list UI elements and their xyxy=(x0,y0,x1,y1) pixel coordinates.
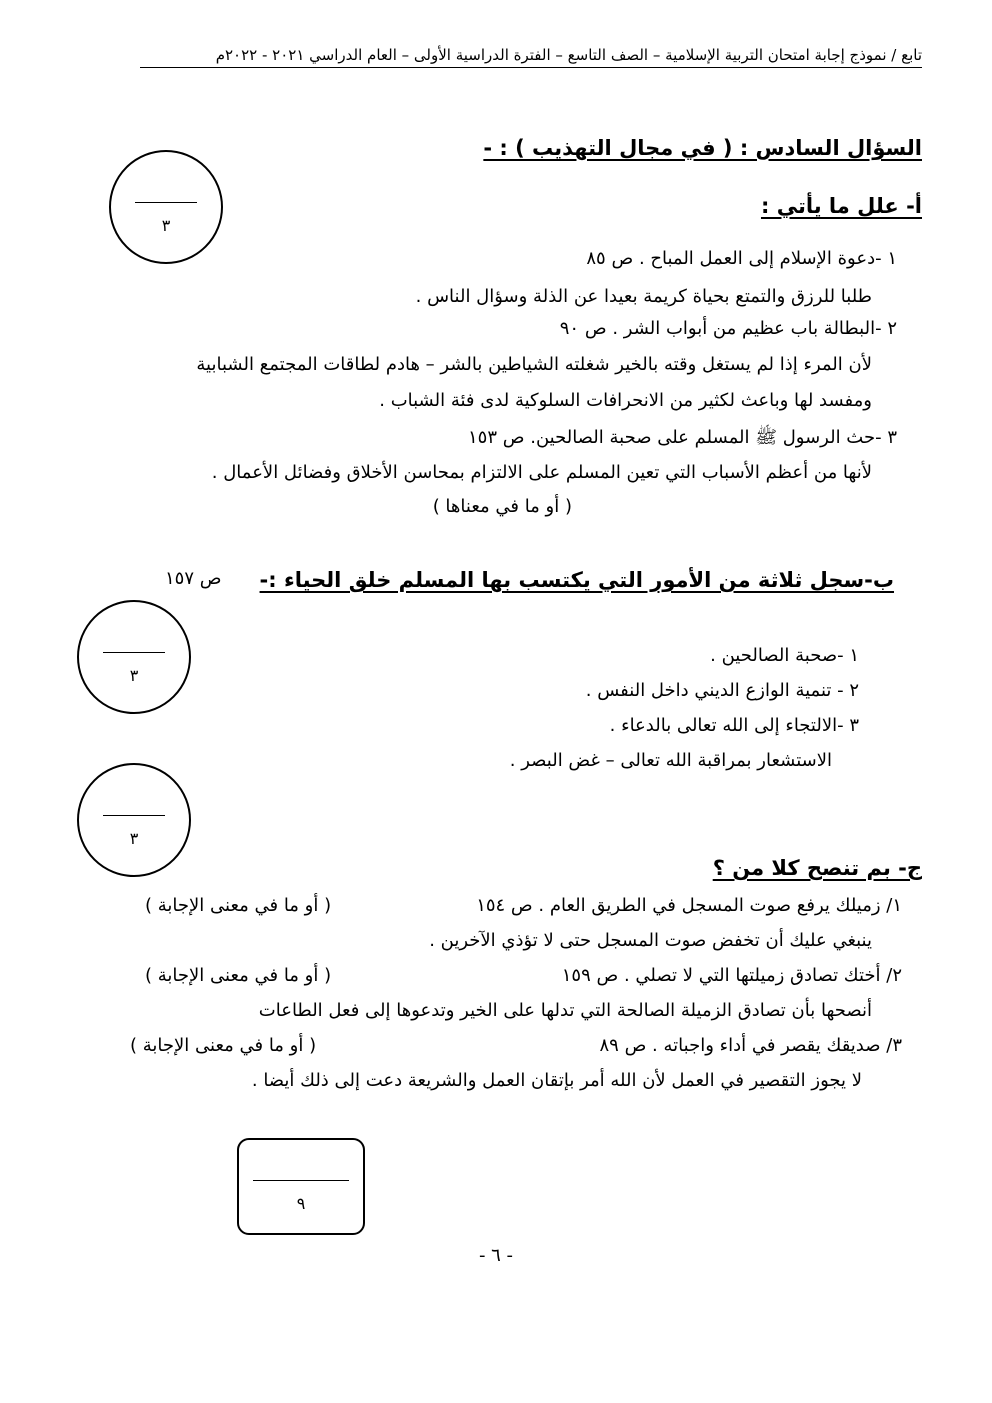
part-c-item-2-answer: أنصحها بأن تصادق الزميلة الصالحة التي تدلها على الخير وتدعوها إلى فعل الطاعات xyxy=(258,1000,872,1021)
header-rule xyxy=(140,67,922,68)
mark-divider xyxy=(103,652,165,653)
part-b-mark-circle-1 xyxy=(77,600,191,714)
part-c-item-2-note: ( أو ما في معنى الإجابة ) xyxy=(145,965,332,986)
part-b-mark-1: ٣ xyxy=(129,666,139,685)
part-a-item-2-answer-line-1: لأن المرء إذا لم يستغل وقته بالخير شغلته الشياطين بالشر – هادم لطاقات المجتمع الشبابية xyxy=(196,354,872,375)
part-a-title: أ- علل ما يأتي : xyxy=(760,194,922,218)
part-a-item-3-answer: لأنها من أعظم الأسباب التي تعين المسلم على الالتزام بمحاسن الأخلاق وفضائل الأعمال . xyxy=(211,462,872,483)
part-c-item-1-question: ١/ زميلك يرفع صوت المسجل في الطريق العام . ص ١٥٤ xyxy=(476,895,902,916)
part-b-item-1: ١ -صحبة الصالحين . xyxy=(710,645,859,666)
part-c-item-1-answer: ينبغي عليك أن تخفض صوت المسجل حتى لا تؤذي الآخرين . xyxy=(429,930,872,951)
part-b-mark-2: ٣ xyxy=(129,829,139,848)
total-mark: ٩ xyxy=(296,1194,306,1213)
page-header: تابع / نموذج إجابة امتحان التربية الإسلامية – الصف التاسع – الفترة الدراسية الأولى – العام الدراسي ٢٠٢١ - ٢٠٢٢م xyxy=(215,46,922,64)
part-b-title: ب-سجل ثلاثة من الأمور التي يكتسب بها المسلم خلق الحياء :- xyxy=(259,568,894,592)
mark-divider xyxy=(103,815,165,816)
question-title: السؤال السادس : ( في مجال التهذيب ) : - xyxy=(483,136,922,160)
part-a-note: ( أو ما في معناها ) xyxy=(432,496,572,517)
part-a-item-3-question: ٣ -حث الرسول ﷺ المسلم على صحبة الصالحين. ص ١٥٣ xyxy=(468,427,897,448)
mark-divider xyxy=(253,1180,349,1181)
part-c-item-2-question: ٢/ أختك تصادق زميلتها التي لا تصلي . ص ١٥٩ xyxy=(561,965,902,986)
part-a-item-2-answer-line-2: ومفسد لها وباعث لكثير من الانحرافات السلوكية لدى فئة الشباب . xyxy=(379,390,872,411)
part-c-title: ج- بم تنصح كلا من ؟ xyxy=(712,856,922,880)
part-a-item-1-question: ١ -دعوة الإسلام إلى العمل المباح . ص ٨٥ xyxy=(586,248,897,269)
part-b-item-3: ٣ -الالتجاء إلى الله تعالى بالدعاء . xyxy=(609,715,859,736)
part-a-item-1-answer: طلبا للرزق والتمتع بحياة كريمة بعيدا عن الذلة وسؤال الناس . xyxy=(415,286,872,307)
mark-divider xyxy=(135,202,197,203)
part-c-item-3-note: ( أو ما في معنى الإجابة ) xyxy=(130,1035,317,1056)
part-c-item-1-note: ( أو ما في معنى الإجابة ) xyxy=(145,895,332,916)
total-mark-box xyxy=(237,1138,365,1235)
page-number: - ٦ - xyxy=(478,1245,514,1266)
part-b-item-4: الاستشعار بمراقبة الله تعالى – غض البصر . xyxy=(509,750,832,771)
part-b-mark-circle-2 xyxy=(77,763,191,877)
part-a-mark-circle xyxy=(109,150,223,264)
part-a-item-2-question: ٢ -البطالة باب عظيم من أبواب الشر . ص ٩٠ xyxy=(559,318,897,339)
part-b-page-ref: ص ١٥٧ xyxy=(165,568,222,589)
part-c-item-3-answer: لا يجوز التقصير في العمل لأن الله أمر بإتقان العمل والشريعة دعت إلى ذلك أيضا . xyxy=(251,1070,862,1091)
part-c-item-3-question: ٣/ صديقك يقصر في أداء واجباته . ص ٨٩ xyxy=(599,1035,902,1056)
part-a-mark: ٣ xyxy=(161,216,171,235)
part-b-item-2: ٢ - تنمية الوازع الديني داخل النفس . xyxy=(585,680,859,701)
